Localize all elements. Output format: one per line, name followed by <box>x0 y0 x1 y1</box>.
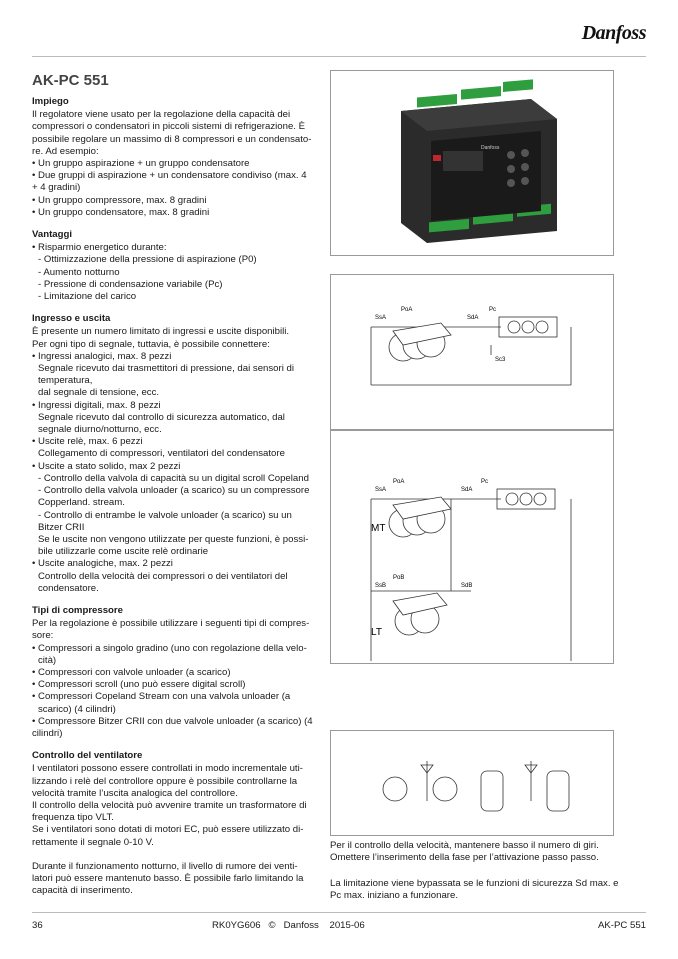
label-sda: SdA <box>467 315 479 321</box>
label-ssa: SsA <box>375 487 387 493</box>
doc-date: 2015-06 <box>329 920 365 931</box>
label-mt: MT <box>371 523 386 534</box>
text-line: • Ingressi digitali, max. 8 pezzi <box>32 399 161 411</box>
text-line: segnale diurno/notturno, ecc. <box>38 424 162 436</box>
label-pob: PoB <box>393 575 405 581</box>
text-line: - Aumento notturno <box>38 266 120 278</box>
text-line: Se i ventilatori sono dotati di motori EC, può essere utilizzato di- <box>32 824 304 836</box>
label-pc: Pc <box>489 307 497 313</box>
text-line: lizzando i relè del controllore oppure è possibile controllarne la <box>32 775 298 787</box>
text-line: • Due gruppi di aspirazione + un condensatore condiviso (max. 4 <box>32 170 307 182</box>
footer-doc-info <box>212 920 365 931</box>
left-column <box>32 96 314 897</box>
text-line: frequenza tipo VLT. <box>32 812 114 824</box>
text-line: • Un gruppo aspirazione + un gruppo condensatore <box>32 158 250 170</box>
display-screen <box>443 151 483 171</box>
header-rule <box>32 56 646 57</box>
danfoss-logo: Danfoss <box>581 22 646 44</box>
text-line: sore: <box>32 630 54 642</box>
page-title: AK-PC 551 <box>32 72 109 89</box>
text-line: • Uscite a stato solido, max 2 pezzi <box>32 460 181 472</box>
text-line: • Compressori scroll (uno può essere digital scroll) <box>32 679 246 691</box>
text-line: Il controllo della velocità può avvenire tramite un trasformatore di <box>32 799 307 811</box>
controller-photo-frame <box>330 70 614 256</box>
text-line: rettamente il segnale 0-10 V. <box>32 836 154 848</box>
label-poa: PoA <box>401 307 413 313</box>
label-ssb: SsB <box>375 583 387 589</box>
text-line: Il regolatore viene usato per la regolazione della capacità dei <box>32 109 291 121</box>
device-label: Danfoss <box>481 145 500 151</box>
diagram-single-group <box>330 274 614 430</box>
fan-control-schematic <box>331 731 615 837</box>
text-line <box>32 849 314 861</box>
vantaggi-body <box>32 242 314 303</box>
text-line: • Uscite relè, max. 6 pezzi <box>32 436 143 448</box>
text-line: • Compressori con valvole unloader (a scarico) <box>32 666 231 678</box>
text-line: Se le uscite non vengono utilizzate per queste funzioni, è possi- <box>38 533 309 545</box>
text-line: condensatore. <box>38 582 99 594</box>
text-line: È presente un numero limitato di ingressi e uscite disponibili. <box>32 326 290 338</box>
single-group-schematic <box>331 275 615 431</box>
text-line: • Ingressi analogici, max. 8 pezzi <box>32 350 172 362</box>
text-line: possibile regolare un massimo di 8 compressori e un condensato- <box>32 133 312 145</box>
text-line: Controllo della velocità dei compressori o dei ventilatori del <box>38 570 288 582</box>
text-line: - Controllo di entrambe le valvole unloader (a scarico) su un <box>38 509 292 521</box>
label-sdb: SdB <box>461 583 473 589</box>
company-name: Danfoss <box>283 920 319 931</box>
text-line: latori può essere mantenuto basso. È possibile farlo limitando la <box>32 872 304 884</box>
text-line: temperatura, <box>38 375 93 387</box>
controller-device-illustration <box>331 71 615 257</box>
text-line: cilindri) <box>32 727 63 739</box>
label-pc: Pc <box>481 479 489 485</box>
text-line: • Un gruppo compressore, max. 8 gradini <box>32 194 207 206</box>
text-line: Segnale ricevuto dal controllo di sicurezza automatico, dal <box>38 411 285 423</box>
text-line: Per la regolazione è possibile utilizzare i seguenti tipi di compres- <box>32 618 310 630</box>
text-line: Segnale ricevuto dai trasmettitori di pressione, dai sensori di <box>38 363 294 375</box>
diagram-fan-control <box>330 730 614 836</box>
bypass-note <box>330 878 620 902</box>
text-line: velocità tramite l’uscita analogica del controllore. <box>32 787 238 799</box>
speed-control-note <box>330 840 620 864</box>
text-line: capacità di inserimento. <box>32 885 133 897</box>
heading-ventilatore: Controllo del ventilatore <box>32 750 143 762</box>
heading-tipi: Tipi di compressore <box>32 604 123 616</box>
text-line: Omettere l’inserimento della fase per l’attivazione passo passo. <box>330 852 599 864</box>
heading-ingresso: Ingresso e uscita <box>32 313 111 325</box>
text-line: • Compressori Copeland Stream con una valvola unloader (a <box>32 691 291 703</box>
text-line: La limitazione viene bypassata se le funzioni di sicurezza Sd max. e <box>330 878 619 889</box>
text-line: compressori o condensatori in piccoli sistemi di refrigerazione. È <box>32 121 306 133</box>
text-line: • Uscite analogiche, max. 2 pezzi <box>32 558 173 570</box>
page-number: 36 <box>32 920 43 931</box>
text-line: Collegamento di compressori, ventilatori del condensatore <box>38 448 285 460</box>
text-line: cità) <box>38 654 57 666</box>
text-line: Per il controllo della velocità, mantenere basso il numero di giri. <box>330 840 599 851</box>
text-line: - Ottimizzazione della pressione di aspirazione (P0) <box>38 254 257 266</box>
label-ssa: SsA <box>375 315 387 321</box>
footer-rule <box>32 912 646 913</box>
text-line: Copperland. stream. <box>38 497 125 509</box>
text-line: - Pressione di condensazione variabile (Pc) <box>38 278 223 290</box>
impiego-body <box>32 109 314 219</box>
footer-product: AK-PC 551 <box>598 920 646 931</box>
ingresso-body <box>32 326 314 594</box>
text-line: • Un gruppo condensatore, max. 8 gradini <box>32 206 210 218</box>
text-line: Durante il funzionamento notturno, il livello di rumore dei venti- <box>32 860 298 872</box>
text-line: bile utilizzarle come uscite relè ordinarie <box>38 546 209 558</box>
doc-code: RK0YG606 <box>212 920 261 931</box>
text-line: - Controllo della valvola di capacità su un digital scroll Copeland <box>38 472 309 484</box>
text-line: - Controllo della valvola unloader (a scarico) su un compressore <box>38 485 310 497</box>
tipi-body <box>32 618 314 740</box>
ventilatore-body <box>32 763 314 897</box>
red-logo-mark <box>433 155 441 161</box>
text-line: Pc max. iniziano a funzionare. <box>330 890 458 902</box>
text-line: I ventilatori possono essere controllati in modo incrementale uti- <box>32 763 303 775</box>
text-line: • Risparmio energetico durante: <box>32 242 167 254</box>
copyright-symbol: © <box>268 920 276 931</box>
text-line: • Compressori a singolo gradino (uno con regolazione della velo- <box>32 642 307 654</box>
heading-vantaggi: Vantaggi <box>32 229 72 241</box>
text-line: dal segnale di tensione, ecc. <box>38 387 160 399</box>
text-line: Bitzer CRII <box>38 521 85 533</box>
label-sc3: Sc3 <box>495 357 506 363</box>
two-group-schematic <box>331 431 615 665</box>
heading-impiego: Impiego <box>32 96 69 107</box>
label-lt: LT <box>371 627 382 638</box>
label-poa: PoA <box>393 479 405 485</box>
text-line: re. Ad esempio: <box>32 145 99 157</box>
diagram-two-groups <box>330 430 614 664</box>
text-line: • Compressore Bitzer CRII con due valvole unloader (a scarico) (4 <box>32 715 313 727</box>
text-line: + 4 gradini) <box>32 182 81 194</box>
label-sda: SdA <box>461 487 473 493</box>
text-line: - Limitazione del carico <box>38 291 137 303</box>
text-line: Per ogni tipo di segnale, tuttavia, è possibile connettere: <box>32 338 270 350</box>
text-line: scarico) (4 cilindri) <box>38 703 116 715</box>
